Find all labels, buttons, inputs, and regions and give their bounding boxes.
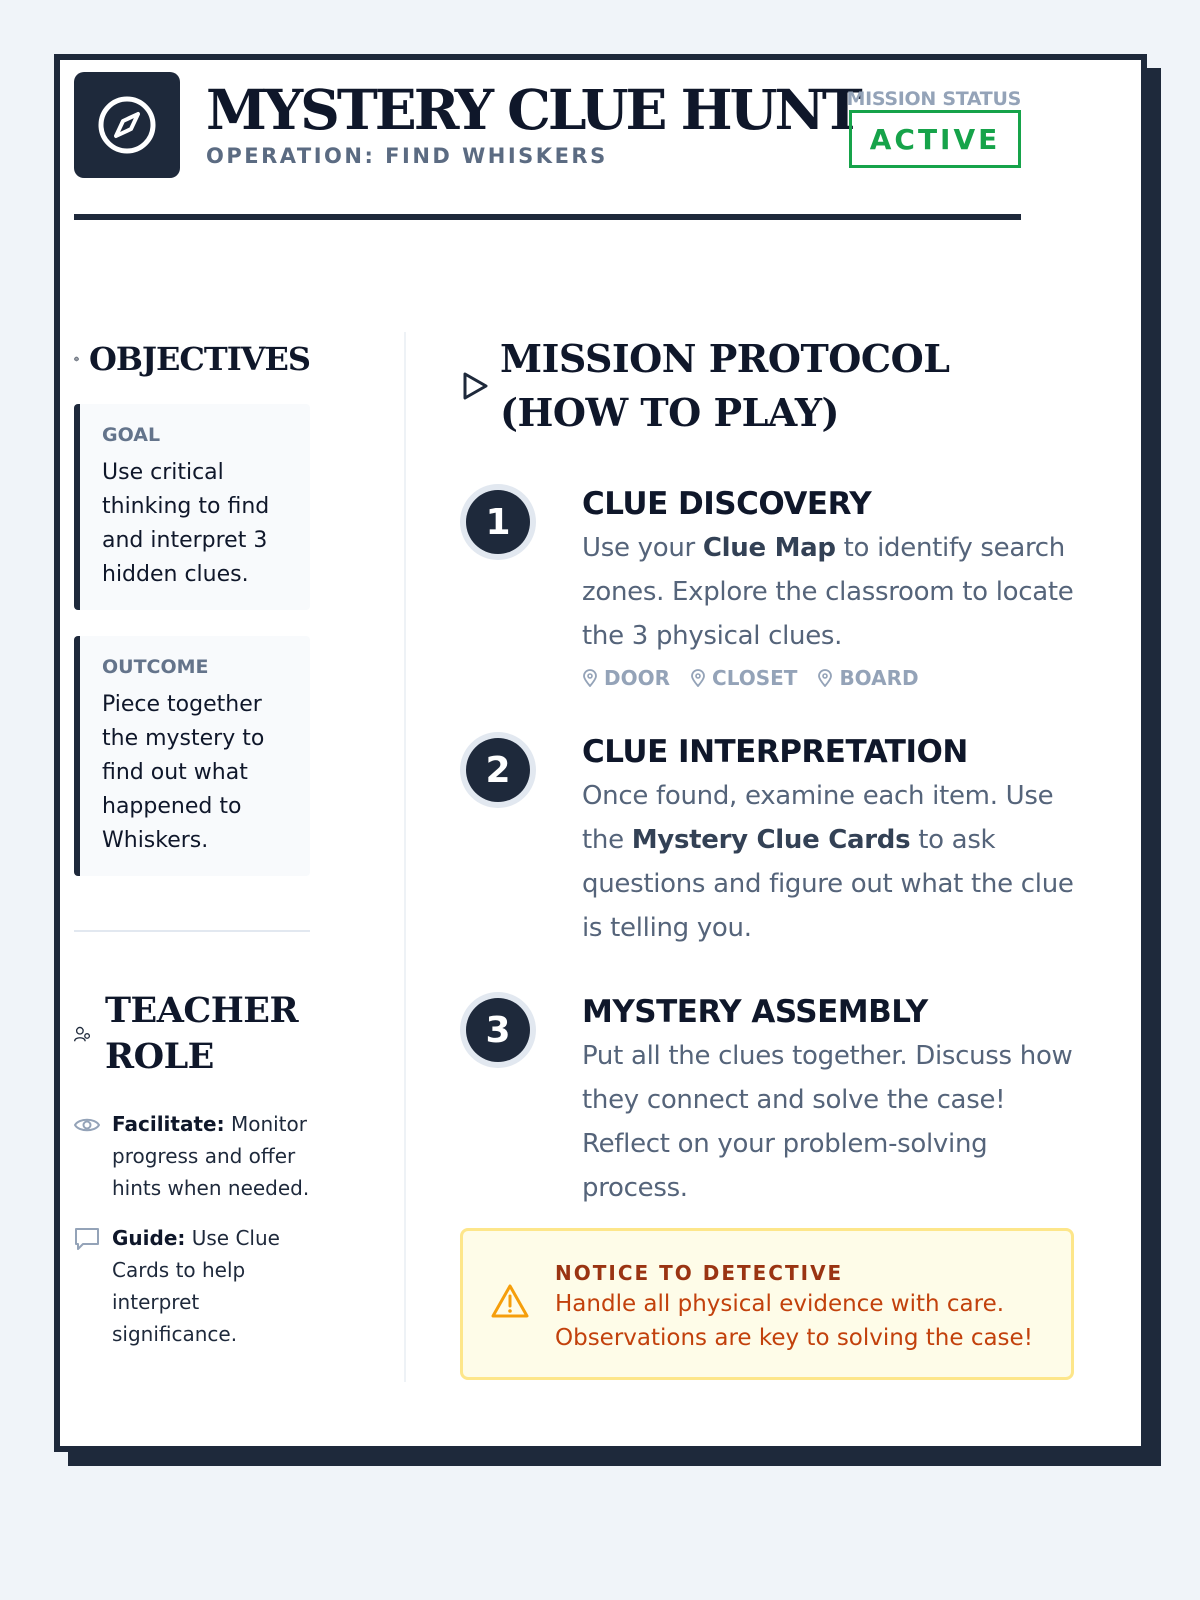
step-number [460, 992, 536, 1068]
notice-text: Handle all physical evidence with care. Observations are key to solving the case! [555, 1291, 1033, 1351]
location-tags [582, 666, 1075, 690]
outcome-text: Piece together the mystery to find out what happened to Whiskers. [102, 692, 265, 853]
step-number [460, 484, 536, 560]
header-divider [74, 214, 1021, 220]
page-subtitle: OPERATION: FIND WHISKERS [206, 144, 608, 168]
outcome-label: OUTCOME [102, 656, 209, 678]
step-text [582, 526, 1075, 658]
section-divider [74, 930, 310, 932]
warning-icon [491, 1283, 529, 1319]
map-pin-icon [582, 669, 598, 687]
step-number [460, 732, 536, 808]
step-number-value: 1 [466, 490, 530, 554]
objectives-header [74, 340, 310, 378]
role-guide-text [112, 1222, 310, 1350]
objectives-title: OBJECTIVES [88, 340, 310, 378]
status-badge: ACTIVE [849, 110, 1021, 168]
step-2 [460, 732, 1075, 950]
step-text-part: Use your [582, 533, 703, 563]
notice-title: NOTICE TO DETECTIVE [555, 1261, 844, 1285]
role-facilitate-label: Facilitate: [112, 1112, 225, 1136]
notice-box [460, 1228, 1074, 1380]
step-text [582, 774, 1075, 950]
goal-text: Use critical thinking to find and interpret 3 hidden clues. [102, 460, 270, 587]
chat-icon [74, 1226, 100, 1252]
right-column [460, 332, 1075, 1210]
location-tag [690, 666, 797, 690]
goal-label: GOAL [102, 424, 161, 446]
map-pin-icon [690, 669, 706, 687]
logo [74, 72, 180, 178]
step-1 [460, 484, 1075, 690]
left-column [74, 280, 310, 1350]
outcome-box [74, 636, 310, 876]
status-label: MISSION STATUS [846, 88, 1021, 110]
role-guide-desc: Use Clue Cards to help interpret significance. [112, 1226, 280, 1346]
step-title: CLUE INTERPRETATION [582, 734, 968, 770]
play-icon [460, 371, 490, 401]
page-title: MYSTERY CLUE HUNT [206, 77, 860, 142]
step-title: MYSTERY ASSEMBLY [582, 994, 928, 1030]
map-pin-icon [817, 669, 833, 687]
step-text-part: to identify search zones. Explore the classroom to locate the 3 physical clues. [582, 533, 1074, 651]
step-title: CLUE DISCOVERY [582, 486, 872, 522]
compass-icon [96, 94, 158, 156]
location-tag-label: DOOR [604, 666, 671, 690]
teacher-header [74, 988, 310, 1080]
goal-box [74, 404, 310, 610]
teacher-title: TEACHER ROLE [105, 990, 299, 1077]
location-tag [582, 666, 670, 690]
step-text-part: Once found, examine each item. Use the [582, 781, 1054, 855]
protocol-title: MISSION PROTOCOL (HOW TO PLAY) [500, 336, 950, 435]
step-number-value: 2 [466, 738, 530, 802]
role-facilitate [74, 1108, 310, 1204]
role-facilitate-text [112, 1108, 310, 1204]
location-tag-label: CLOSET [712, 666, 798, 690]
role-facilitate-desc: Monitor progress and offer hints when needed. [112, 1112, 310, 1200]
location-tag-label: BOARD [839, 666, 919, 690]
role-guide [74, 1222, 310, 1350]
role-guide-label: Guide: [112, 1226, 186, 1250]
header [74, 72, 1021, 222]
user-icon [74, 1021, 91, 1047]
target-icon [74, 350, 79, 368]
step-text-bold: Clue Map [702, 533, 836, 563]
step-text-part: to ask questions and figure out what the clue is telling you. [582, 825, 1074, 943]
eye-icon [74, 1112, 100, 1138]
step-number-value: 3 [466, 998, 530, 1062]
location-tag [817, 666, 918, 690]
protocol-header [460, 332, 1075, 440]
step-text: Put all the clues together. Discuss how they connect and solve the case! Reflect on your problem-solving process. [582, 1041, 1073, 1203]
step-3 [460, 992, 1075, 1210]
column-divider [404, 332, 406, 1382]
step-text-bold: Mystery Clue Cards [631, 825, 911, 855]
